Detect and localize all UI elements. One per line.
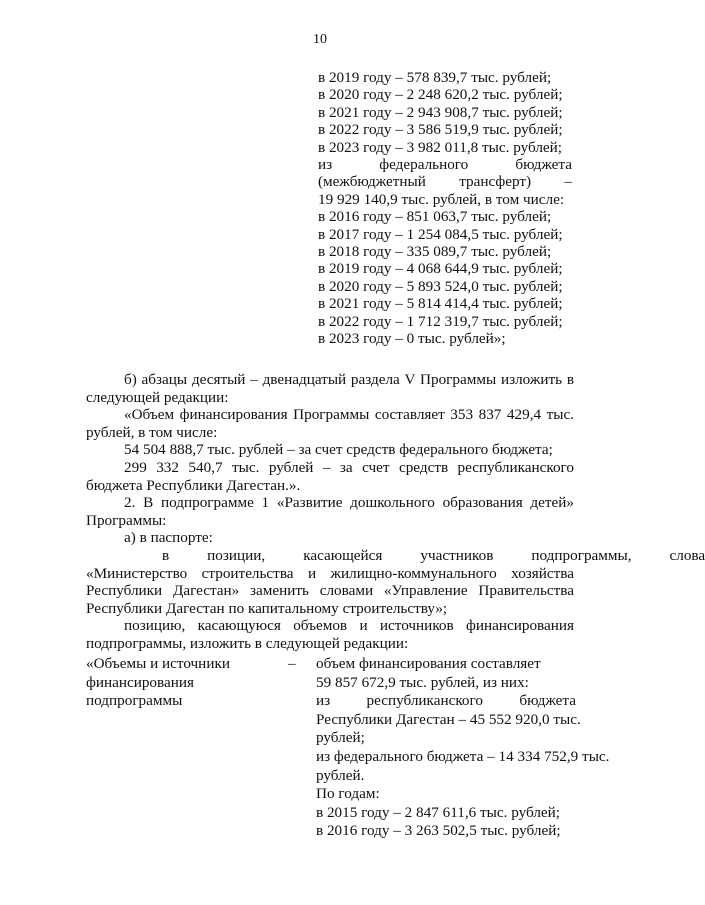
list-item: в 2019 году – 4 068 644,9 тыс. рублей; [318, 260, 563, 278]
transfer-heading: (межбюджетный трансферт) – [318, 173, 572, 191]
list-item: в 2019 году – 578 839,7 тыс. рублей; [318, 69, 552, 86]
list-item: в 2016 году – 851 063,7 тыс. рублей; [318, 208, 552, 226]
paragraph-program-volume: «Объем финансирования Программы составляет 353 837 429,4 тыс. рублей, в том числе: [86, 406, 574, 441]
list-item: в 2018 году – 335 089,7 тыс. рублей; [318, 243, 552, 261]
funding-years-list [318, 69, 572, 348]
list-item: в 2023 году – 0 тыс. рублей»; [318, 330, 506, 348]
paragraph-passport: а) в паспорте: [124, 529, 213, 547]
passport-position-value: объем финансирования составляет 59 857 672,9 тыс. рублей, из них: из республиканского бюджета Республики Дагестан – 45 552 920,0 тыс. рублей; из федерального бюджета – 14 334 752,9 тыс. рублей. По годам: в 2015 году – 2 847 611,6 тыс. рублей; в 2016 году – 3 263 502,5 тыс. рублей; [316, 655, 610, 840]
list-item: в 2020 году – 5 893 524,0 тыс. рублей; [318, 277, 563, 295]
list-item: в 2017 году – 1 254 084,5 тыс. рублей; [318, 225, 563, 243]
paragraph-participants-rest: «Министерство строительства и жилищно-коммунального хозяйства Республики Дагестан» заменить словами «Управление Правительства Республики Дагестан по капитальному строительству»; [86, 564, 574, 617]
paragraph-funding-position: позицию, касающуюся объемов и источников финансирования подпрограммы, изложить в следующей редакции: [86, 617, 574, 652]
page-number: 10 [313, 32, 327, 47]
federal-total: 19 929 140,9 тыс. рублей, в том числе: [318, 190, 565, 208]
list-item: в 2021 году – 2 943 908,7 тыс. рублей; [318, 103, 563, 121]
passport-dash: – [288, 655, 296, 672]
paragraph-participants-first-line: в позиции, касающейся участников подпрограммы, слова [162, 546, 705, 564]
paragraph-republic-amount: 299 332 540,7 тыс. рублей – за счет средств республиканского бюджета Республики Дагестан.». [86, 458, 574, 494]
list-item: в 2023 году – 3 982 011,8 тыс. рублей; [318, 138, 563, 156]
list-item: в 2022 году – 1 712 319,7 тыс. рублей; [318, 312, 563, 330]
paragraph-federal-amount: 54 504 888,7 тыс. рублей – за счет средств федерального бюджета; [124, 441, 553, 459]
list-item: в 2020 году – 2 248 620,2 тыс. рублей; [318, 86, 563, 104]
paragraph-b-amendment: б) абзацы десятый – двенадцатый раздела V Программы изложить в следующей редакции: [86, 371, 574, 406]
federal-budget-heading: из федерального бюджета [318, 156, 572, 174]
passport-position-label: «Объемы и источники финансирования подпрограммы [86, 655, 230, 710]
paragraph-subprogram-1: 2. В подпрограмме 1 «Развитие дошкольного образования детей» Программы: [86, 494, 574, 529]
list-item: в 2022 году – 3 586 519,9 тыс. рублей; [318, 121, 563, 139]
document-body [86, 371, 705, 653]
list-item: в 2021 году – 5 814 414,4 тыс. рублей; [318, 295, 563, 313]
